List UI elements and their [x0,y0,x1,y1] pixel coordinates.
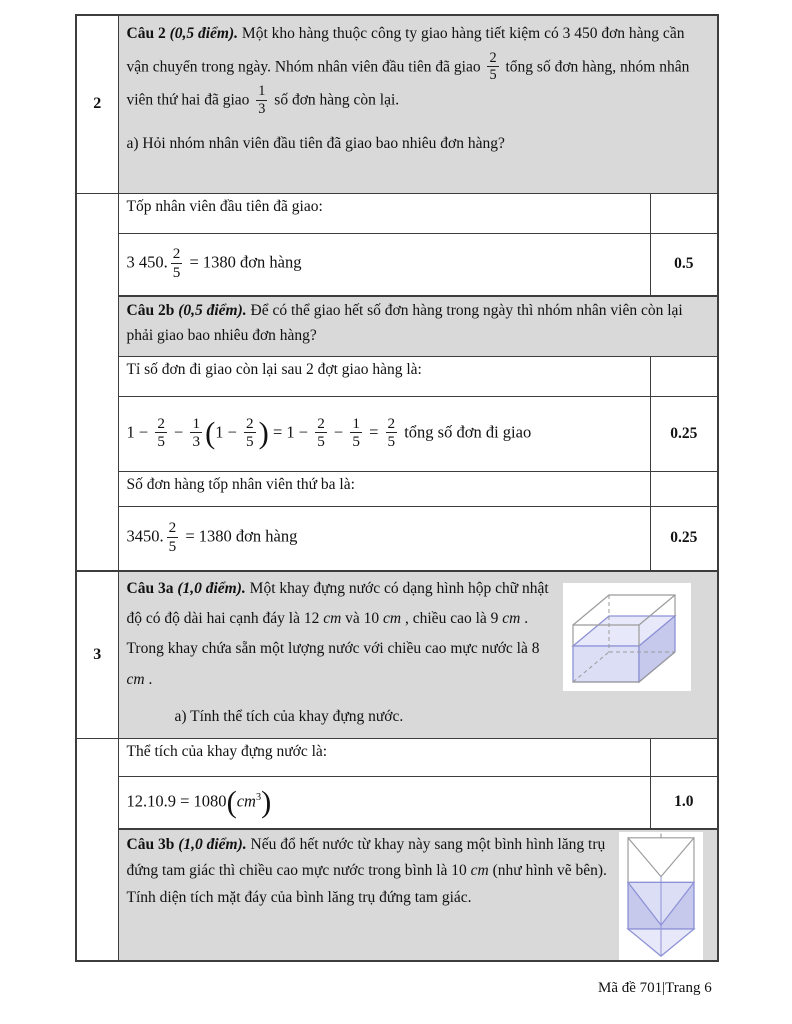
question-2-statement-cell [118,15,718,193]
answer-rubric-table [75,14,719,962]
table-row [76,571,718,738]
solution-math-cell: 1 − $\frac{2}{5}$ − $\frac{1}{3}$ (1 − $\frac{2}{5}$ ) = 1 − $\frac{2}{5}$ − $\frac{1}{5}$ = $\frac{2}{5}$ tổng số đơn đi giao [118,396,650,471]
table-row [76,233,718,296]
question-3a-statement-cell [118,571,718,738]
table-row [76,296,718,356]
question-3a-text: Câu 3a (1,0 điểm). Một khay đựng nước có dạng hình hộp chữ nhật độ có độ dài hai cạnh đáy là 12 cm và 10 cm , chiều cao là 9 cm . Trong khay chứa sẵn một lượng nước với chiều cao mực nước là 8 cm . [126,580,549,688]
table-row [76,471,718,506]
solution-label-cell: Số đơn hàng tốp nhân viên thứ ba là: [118,471,650,506]
solution-math-cell: 3450. $\frac{2}{5}$ = 1380 đơn hàng [118,506,650,571]
score-cell: 0.25 [650,396,718,471]
score-cell [650,193,718,233]
score-cell [650,738,718,776]
table-row [76,738,718,776]
question-number-cell [76,193,118,571]
score-cell: 0.5 [650,233,718,296]
question-2b-text: Câu 2b (0,5 điểm). Để có thể giao hết số đơn hàng trong ngày thì nhóm nhân viên còn lại phải giao bao nhiêu đơn hàng? [126,302,683,344]
question-3b-statement-cell [118,829,718,961]
water-tray-figure [563,583,691,691]
score-cell: 0.25 [650,506,718,571]
question-number-cell [76,738,118,961]
solution-label-cell: Tốp nhân viên đầu tiên đã giao: [118,193,650,233]
score-cell [650,471,718,506]
question-number-cell: 3 [76,571,118,738]
page-footer: Mã đề 701|Trang 6 [598,980,712,996]
solution-label-cell: Thể tích của khay đựng nước là: [118,738,650,776]
table-row [76,829,718,961]
question-2-text: Câu 2 (0,5 điểm). Một kho hàng thuộc công ty giao hàng tiết kiệm có 3 450 đơn hàng cần vận chuyển trong ngày. Nhóm nhân viên đầu tiên đã giao $\frac{2}{5}$ tổng số đơn hàng, nhóm nhân viên thứ hai đã giao $\frac{1}{3}$ số đơn hàng còn lại. [126,25,690,117]
table-row [76,193,718,233]
table-row [76,396,718,471]
score-cell: 1.0 [650,776,718,829]
solution-math-cell: $12.10.9 = 1080(cm^3)$ [118,776,650,829]
question-number-cell: 2 [76,15,118,193]
table-row [76,356,718,396]
score-cell [650,356,718,396]
triangular-prism-figure [619,832,703,960]
question-2b-statement-cell [118,296,718,356]
table-row [76,506,718,571]
question-2-part-a: a) Hỏi nhóm nhân viên đầu tiên đã giao bao nhiêu đơn hàng? [126,135,505,153]
question-3a-part-a: a) Tính thể tích của khay đựng nước. [174,707,404,725]
table-row [76,15,718,193]
question-3b-text: Câu 3b (1,0 điểm). Nếu đổ hết nước từ khay này sang một bình hình lăng trụ đứng tam giác thì chiều cao mực nước trong bình là 10 cm (như hình vẽ bên). Tính diện tích mặt đáy của bình lăng trụ đứng tam giác. [126,836,607,906]
table-row [76,776,718,829]
solution-label-cell: Tỉ số đơn đi giao còn lại sau 2 đợt giao hàng là: [118,356,650,396]
solution-math-cell: 3 450. $\frac{2}{5}$ = 1380 đơn hàng [118,233,650,296]
